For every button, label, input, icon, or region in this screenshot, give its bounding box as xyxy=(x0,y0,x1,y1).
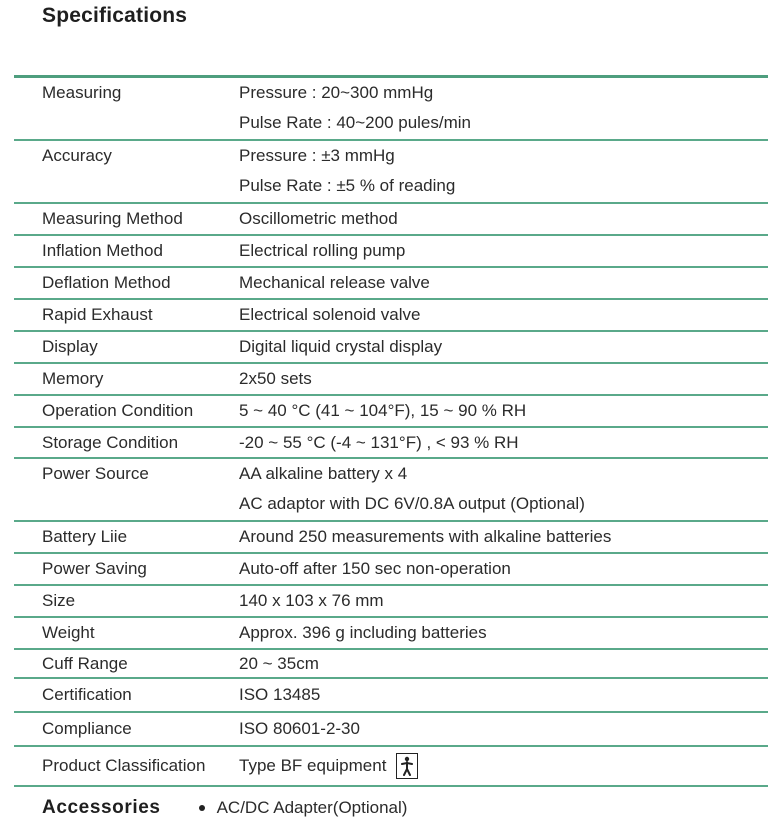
spec-label: Measuring xyxy=(42,83,122,102)
spec-values xyxy=(239,554,768,584)
spec-values xyxy=(239,428,768,457)
spec-row xyxy=(14,428,768,459)
spec-values xyxy=(239,522,768,552)
spec-values xyxy=(239,204,768,234)
spec-values xyxy=(239,141,768,202)
accessories-title: Accessories xyxy=(42,797,161,818)
spec-value: Pressure : ±3 mmHg xyxy=(239,146,395,165)
spec-label: Power Saving xyxy=(42,559,147,578)
spec-value: 5 ~ 40 °C (41 ~ 104°F), 15 ~ 90 % RH xyxy=(239,401,527,420)
spec-row xyxy=(14,713,768,747)
spec-row xyxy=(14,236,768,268)
spec-label: Battery Liie xyxy=(42,527,128,546)
spec-row xyxy=(14,522,768,554)
spec-values xyxy=(239,332,768,362)
spec-value: Auto-off after 150 sec non-operation xyxy=(239,559,511,578)
spec-value: AA alkaline battery x 4 xyxy=(239,464,408,483)
spec-label: Operation Condition xyxy=(42,401,194,420)
spec-row xyxy=(14,747,768,787)
accessories-section xyxy=(42,797,407,819)
spec-value: Electrical solenoid valve xyxy=(239,305,421,324)
spec-row xyxy=(14,268,768,300)
spec-value: 140 x 103 x 76 mm xyxy=(239,591,384,610)
spec-label: Inflation Method xyxy=(42,241,163,260)
spec-row xyxy=(14,459,768,522)
spec-label: Storage Condition xyxy=(42,433,179,452)
spec-values xyxy=(239,396,768,426)
spec-values xyxy=(239,618,768,648)
spec-label: Power Source xyxy=(42,464,149,483)
spec-values xyxy=(239,268,768,298)
spec-values xyxy=(239,459,768,520)
spec-values xyxy=(239,236,768,266)
spec-label: Size xyxy=(42,591,76,610)
spec-value: Mechanical release valve xyxy=(239,273,430,292)
spec-value: ISO 80601-2-30 xyxy=(239,719,360,738)
spec-row xyxy=(14,141,768,204)
spec-values xyxy=(239,713,768,745)
spec-label: Rapid Exhaust xyxy=(42,305,153,324)
spec-value: ISO 13485 xyxy=(239,685,321,704)
spec-label: Cuff Range xyxy=(42,654,128,673)
spec-row xyxy=(14,650,768,679)
spec-label: Accuracy xyxy=(42,146,112,165)
spec-row xyxy=(14,204,768,236)
spec-value: -20 ~ 55 °C (-4 ~ 131°F) , < 93 % RH xyxy=(239,432,519,452)
spec-label: Deflation Method xyxy=(42,273,171,292)
spec-values xyxy=(239,300,768,330)
spec-value: Pulse Rate : ±5 % of reading xyxy=(239,176,456,195)
spec-values xyxy=(239,747,768,785)
spec-value: Digital liquid crystal display xyxy=(239,337,443,356)
accessory-item: AC/DC Adapter(Optional) xyxy=(216,798,408,817)
spec-value: Pulse Rate : 40~200 pules/min xyxy=(239,113,472,132)
spec-value: Approx. 396 g including batteries xyxy=(239,623,487,642)
spec-row xyxy=(14,554,768,586)
page-title: Specifications xyxy=(42,4,188,27)
spec-value: 2x50 sets xyxy=(239,369,312,388)
spec-value: Oscillometric method xyxy=(239,209,398,228)
spec-row xyxy=(14,679,768,713)
spec-value: AC adaptor with DC 6V/0.8A output (Optional) xyxy=(239,494,585,513)
spec-values xyxy=(239,679,768,711)
spec-values xyxy=(239,586,768,616)
spec-row xyxy=(14,300,768,332)
bullet-icon xyxy=(199,805,205,811)
type-bf-icon xyxy=(396,753,418,779)
spec-table xyxy=(14,75,768,787)
spec-value: Around 250 measurements with alkaline batteries xyxy=(239,527,612,546)
spec-value: 20 ~ 35cm xyxy=(239,653,319,673)
spec-value: Type BF equipment xyxy=(239,756,387,775)
spec-value: Pressure : 20~300 mmHg xyxy=(239,83,434,102)
spec-label: Compliance xyxy=(42,719,132,738)
spec-row xyxy=(14,618,768,650)
spec-label: Product Classification xyxy=(42,756,206,775)
spec-row xyxy=(14,78,768,141)
spec-label: Weight xyxy=(42,623,95,642)
spec-label: Display xyxy=(42,337,98,356)
spec-row xyxy=(14,396,768,428)
spec-values xyxy=(239,364,768,394)
spec-value: Electrical rolling pump xyxy=(239,241,406,260)
spec-row xyxy=(14,586,768,618)
spec-values xyxy=(239,78,768,139)
spec-label: Memory xyxy=(42,369,104,388)
spec-row xyxy=(14,332,768,364)
spec-label: Measuring Method xyxy=(42,209,183,228)
spec-label: Certification xyxy=(42,685,132,704)
spec-row xyxy=(14,364,768,396)
spec-values xyxy=(239,650,768,677)
